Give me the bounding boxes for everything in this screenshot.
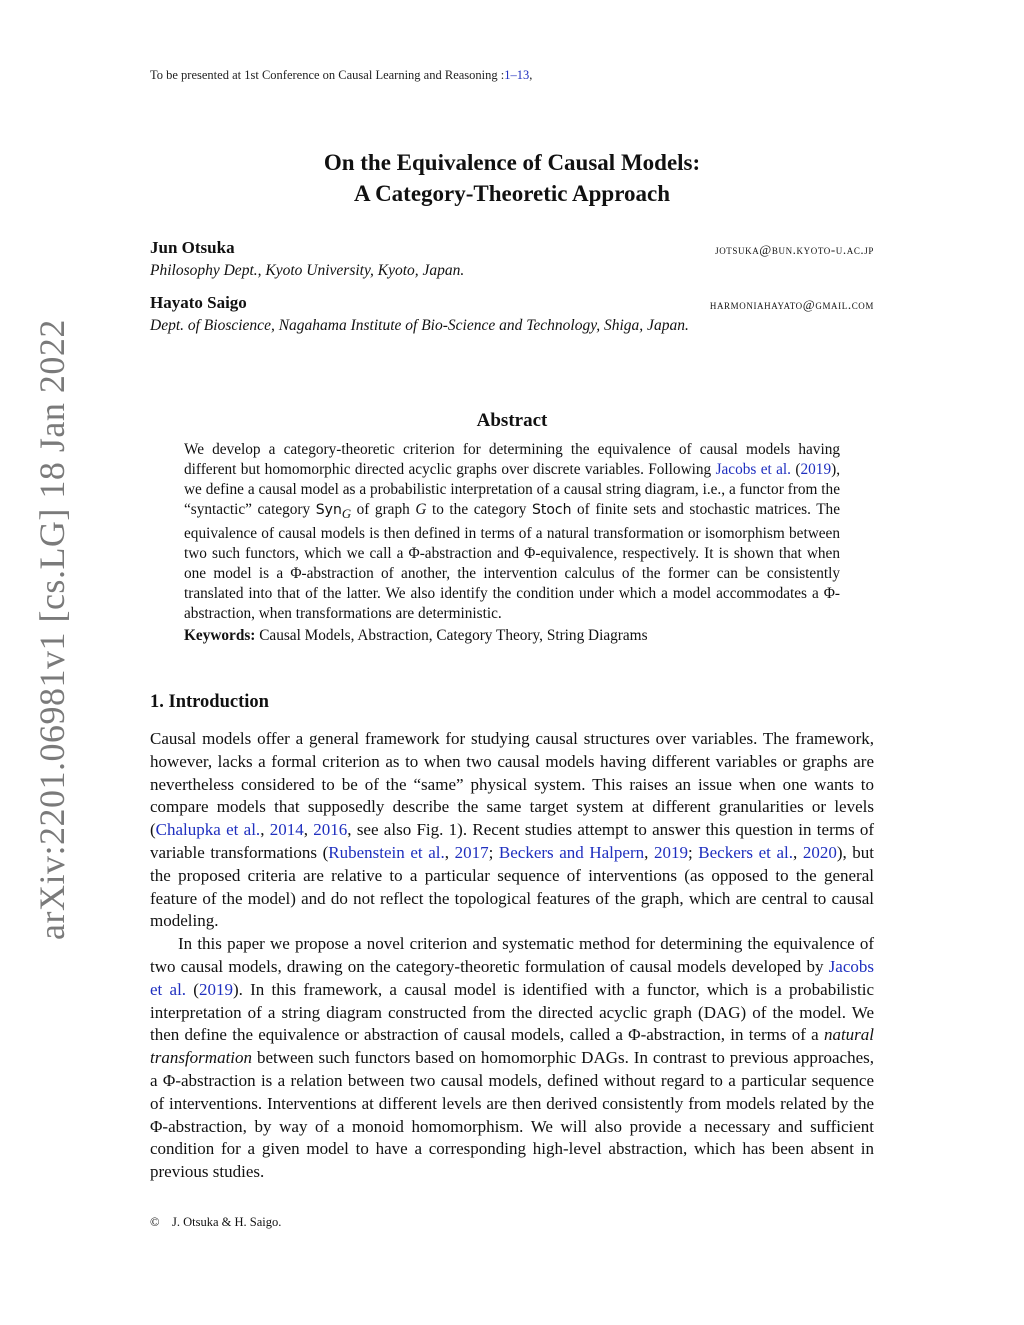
header-sep: : [497,68,505,82]
citation-2020-link[interactable]: 2020 [802,842,837,862]
citation-beckers-link[interactable]: Beckers et al. [698,842,793,862]
copyright-footer [150,1215,281,1230]
section-heading-introduction: 1. Introduction [150,692,269,712]
abstract-text-5: of finite sets and stochastic matrices. The equivalence of causal models is then defined in terms of a natural transformation or isomorphism between two such functors, which we call a Φ-abstraction and Φ-equivalence, respectively. It is shown that when one model is a Φ-abstraction of another, the intervention calculus of the former can be consistently translated into that of the latter. We also identify the condition under which a model accommodates a Φ-abstraction, when transformations are deterministic. [184,501,840,623]
text: , [792,842,803,862]
page-range-link[interactable]: 1–13 [504,68,530,82]
syn-category: Syn [315,502,342,518]
citation-jacobs-link[interactable]: Jacobs et al. [715,461,792,478]
citation-jacobs-link-2[interactable]: Jacobs et al. [150,956,874,999]
introduction-body [150,728,874,1184]
copyright-symbol: © [150,1215,160,1229]
keywords-list: Causal Models, Abstraction, Category Theory, String Diagrams [255,627,648,645]
author-2-email: harmoniahayato@gmail.com [709,297,874,312]
syn-subscript: G [341,507,352,522]
text: , [644,842,654,862]
citation-rubenstein-link[interactable]: Rubenstein et al. [328,842,445,862]
keywords-line [184,626,840,646]
citation-chalupka-link[interactable]: Chalupka et al. [155,820,261,840]
emphasis-natural-transformation: natural transformation [150,1025,874,1068]
title-line-2: A Category-Theoretic Approach [353,181,670,206]
keywords-label: Keywords: [184,627,256,645]
text: Causal models offer a general framework for studying causal structures over variables. The framework, however, lacks a formal criterion as to when two causal models having different variables or graphs are nevertheless considered to be of the “same” physical system. This raises an issue when one wants to compare models that supposedly describe the same target system at different granularities or levels ( [150,729,874,840]
graph-variable: G [415,501,427,518]
abstract-paragraph [184,440,840,624]
citation-2016-link[interactable]: 2016 [313,820,348,840]
stoch-category: Stoch [531,502,572,518]
abstract-text-4: to the category [426,501,532,518]
text: In this paper we propose a novel criterion and systematic method for determining the equivalence of two causal models, drawing on the category-theoretic formulation of causal models developed by [150,934,874,976]
text: , see also Fig. 1). Recent studies attempt to answer this question in terms of variable transformations ( [150,820,875,862]
author-2-affiliation: Dept. of Bioscience, Nagahama Institute of Bio-Science and Technology, Shiga, Japan. [150,317,689,334]
abstract-text-2: ), we define a causal model as a probabilistic interpretation of a causal string diagram, i.e., a functor from the “syntactic” category [184,461,841,518]
author-2-name: Hayato Saigo [150,293,247,312]
citation-2017-link[interactable]: 2017 [454,842,489,862]
text: , [444,842,455,862]
text: , [260,820,270,840]
citation-jacobs-year-link[interactable]: 2019 [800,461,832,478]
citation-2014-link[interactable]: 2014 [269,820,304,840]
intro-paragraph-2 [150,933,874,1184]
abstract-heading: Abstract [476,410,548,431]
text: ; [687,842,699,862]
text: ). In this framework, a causal model is identified with a functor, which is a probabilistic interpretation of a string diagram constructed from the directed acyclic graph (DAG) of the model. We then define the equivalence or abstraction of causal models, called a Φ-abstraction, in terms of a [150,979,875,1045]
citation-2019-link[interactable]: 2019 [653,842,688,862]
abstract-text-1: We develop a category-theoretic criterion for determining the equivalence of causal models having different but homomorphic directed acyclic graphs over discrete variables. Following [184,441,840,478]
copyright-text: J. Otsuka & H. Saigo. [172,1215,282,1229]
paper-title [150,147,874,209]
author-1-affiliation: Philosophy Dept., Kyoto University, Kyoto, Japan. [150,262,465,279]
text: , [303,820,314,840]
header-trail: , [529,68,533,82]
text: between such functors based on homomorphic DAGs. In contrast to previous approaches, a Φ-abstraction is a relation between two causal models, defined without regard to a particular sequence of interventions. Interventions at different levels are then derived consistently from models related by the Φ-abstraction, by way of a monoid homomorphism. We will also provide a necessary and sufficient condition for a given model to have a corresponding high-level abstraction, which has been absent in previous studies. [150,1048,874,1182]
abstract-body [184,440,840,646]
citation-beckers-halpern-link[interactable]: Beckers and Halpern [498,842,645,862]
text: ; [488,842,499,862]
header-text: To be presented at 1st Conference on Causal Learning and Reasoning [150,68,498,82]
title-line-1: On the Equivalence of Causal Models: [323,150,701,175]
abstract-text-3: of graph [351,501,416,518]
text: ), but the proposed criteria are relative to a particular sequence of interventions (as opposed to the general feature of the model) and do not reflect the topological features of the graph, which are central to causal modeling. [150,842,875,931]
abstract-paren: ( [791,461,801,478]
author-1-name: Jun Otsuka [150,238,235,257]
author-1-email: jotsuka@bun.kyoto-u.ac.jp [715,242,874,257]
citation-jacobs-year-link-2[interactable]: 2019 [198,979,233,999]
intro-paragraph-1 [150,728,874,933]
arxiv-identifier-stamp: arXiv:2201.06981v1 [cs.LG] 18 Jan 2022 [32,319,72,940]
text: ( [186,979,199,999]
conference-header [150,68,532,83]
